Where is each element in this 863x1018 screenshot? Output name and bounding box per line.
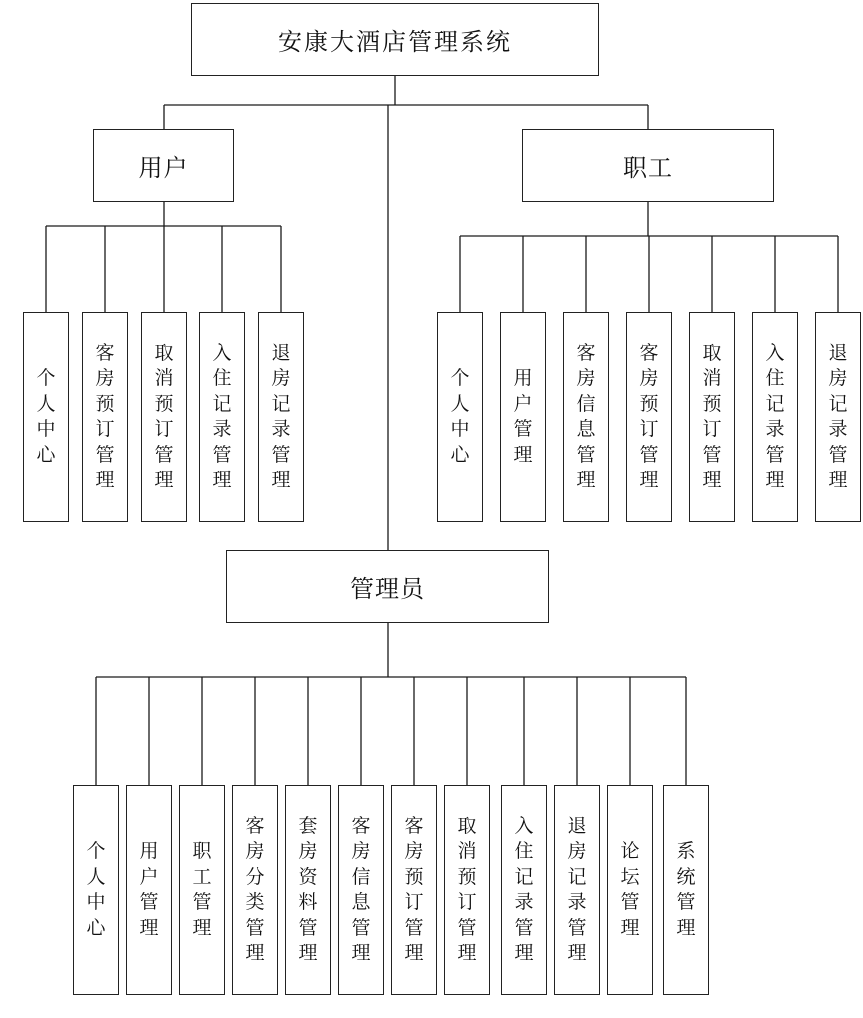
module-label: 个人中心 <box>36 367 56 466</box>
module-node <box>554 785 600 995</box>
module-label: 客房信息管理 <box>576 341 596 491</box>
root-title: 安康大酒店管理系统 <box>278 28 512 56</box>
module-node <box>23 312 69 522</box>
role-label: 用户 <box>138 154 189 182</box>
module-label: 职工管理 <box>192 840 212 939</box>
module-label: 个人中心 <box>86 840 106 939</box>
role-node-staff <box>522 129 774 202</box>
role-label: 管理员 <box>350 575 425 603</box>
module-node <box>391 785 437 995</box>
module-node <box>607 785 653 995</box>
module-label: 取消预订管理 <box>154 341 174 491</box>
module-node <box>501 785 547 995</box>
role-node-admin <box>226 550 549 623</box>
module-label: 客房预订管理 <box>404 814 424 964</box>
module-label: 客房信息管理 <box>351 814 371 964</box>
module-node <box>126 785 172 995</box>
module-node <box>444 785 490 995</box>
module-node <box>437 312 483 522</box>
module-node <box>752 312 798 522</box>
module-node <box>500 312 546 522</box>
module-node <box>258 312 304 522</box>
module-node <box>338 785 384 995</box>
module-label: 退房记录管理 <box>567 814 587 964</box>
module-node <box>285 785 331 995</box>
module-node <box>563 312 609 522</box>
module-label: 退房记录管理 <box>271 341 291 491</box>
module-node <box>179 785 225 995</box>
module-label: 系统管理 <box>676 840 696 939</box>
module-label: 入住记录管理 <box>514 814 534 964</box>
module-label: 客房预订管理 <box>639 341 659 491</box>
module-node <box>689 312 735 522</box>
module-label: 客房预订管理 <box>95 341 115 491</box>
module-node <box>82 312 128 522</box>
role-node-user <box>93 129 234 202</box>
module-label: 用户管理 <box>139 840 159 939</box>
role-label: 职工 <box>623 154 673 182</box>
module-label: 论坛管理 <box>620 840 640 939</box>
module-node <box>663 785 709 995</box>
module-label: 取消预订管理 <box>457 814 477 964</box>
module-label: 用户管理 <box>513 367 533 466</box>
module-node <box>232 785 278 995</box>
module-label: 个人中心 <box>450 367 470 466</box>
module-label: 客房分类管理 <box>245 814 265 964</box>
module-node <box>73 785 119 995</box>
module-label: 入住记录管理 <box>765 341 785 491</box>
module-label: 退房记录管理 <box>828 341 848 491</box>
root-node <box>191 3 599 76</box>
module-node <box>199 312 245 522</box>
module-node <box>815 312 861 522</box>
module-node <box>626 312 672 522</box>
module-label: 取消预订管理 <box>702 341 722 491</box>
module-label: 套房资料管理 <box>298 814 318 964</box>
module-node <box>141 312 187 522</box>
module-label: 入住记录管理 <box>212 341 232 491</box>
